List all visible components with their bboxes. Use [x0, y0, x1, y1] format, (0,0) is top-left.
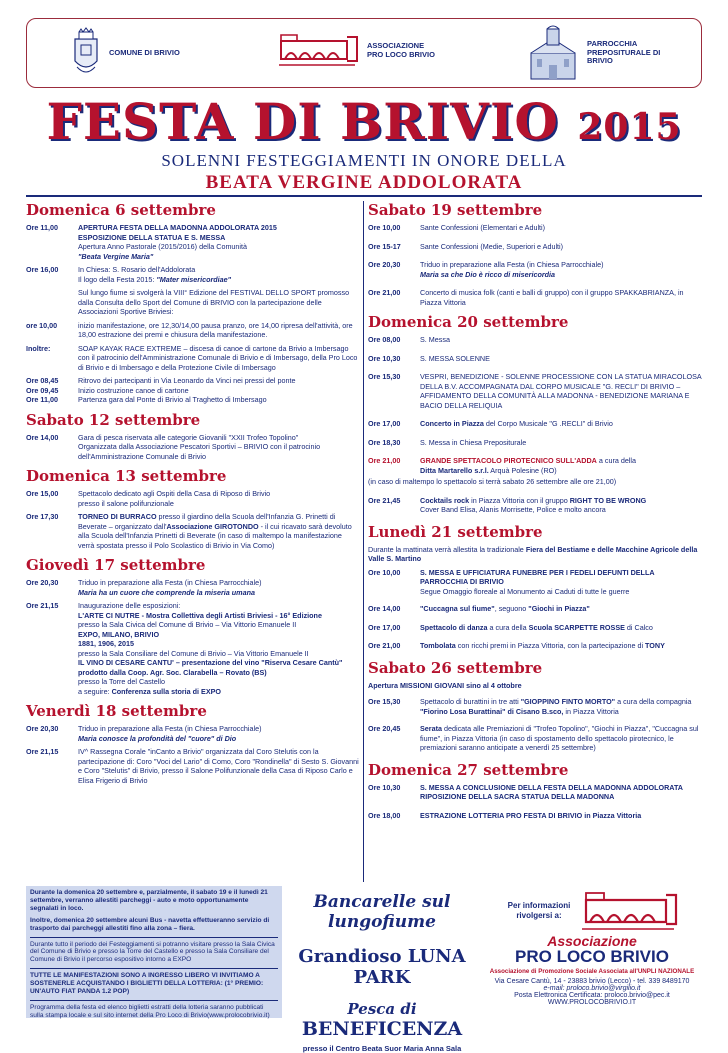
event-desc: Sante Confessioni (Medie, Superiori e Adulti) [420, 241, 564, 251]
event-text: Durante la mattinata verrà allestita la tradizionale [368, 544, 526, 554]
title-year: 2015 [577, 106, 682, 148]
event-time: Ore 08,00 [368, 335, 401, 344]
parrocchia-label: PARROCCHIA PREPOSITURALE DI BRIVIO [587, 39, 661, 66]
event-desc [420, 697, 702, 716]
day-heading: Domenica 27 settembre [368, 760, 569, 779]
event-time: Ore 11,00 [26, 395, 58, 404]
event-text: EXPO, MILANO, BRIVIO [78, 629, 160, 639]
footer-divider [30, 968, 278, 969]
event-text: RIGHT TO BE WRONG [569, 495, 647, 505]
event-text: Concerto in Piazza [420, 419, 484, 428]
event-row [26, 395, 360, 405]
event-desc [78, 578, 360, 597]
event-text: Triduo in preparazione alla Festa (in Chiesa Parrocchiale) [78, 578, 262, 587]
event-text: di Calco [624, 622, 653, 632]
event-time: Inoltre: [26, 343, 51, 353]
day-heading: Domenica 13 settembre [26, 467, 227, 485]
event-time: Ore 15-17 [368, 241, 401, 251]
title-divider [26, 195, 702, 197]
event-text: Concerto di musica folk (canti e balli di gruppo) con il gruppo SPAKKABRIANZA, [420, 288, 676, 297]
day-heading: Domenica 6 settembre [26, 201, 216, 219]
event-desc [78, 265, 360, 284]
event-desc: S. MESSA A CONCLUSIONE DELLA FESTA DELLA MADONNA ADDOLORATA RIPOSIZIONE DELLA SACRA STATUA DELLA MADONNA [420, 782, 683, 801]
contact-intro: Per informazioni rivolgersi a: [507, 900, 571, 920]
event-text: Segue Omaggio floreale al Monumento ai Caduti di tutte le guerre [420, 586, 630, 596]
event-text: presso la Torre del Castello [78, 677, 165, 686]
event-text: dedicata alle Premiazioni di "Trofeo Topolino", "Giochi in Piazza", "Cuccagna sul fiume", in Piazza Vittoria (in caso di spostamento dello spettacolo pirotecnico, le premiazioni saranno anticipate a venerdì 25 settembre) [420, 724, 699, 752]
day-heading: Giovedì 17 settembre [26, 556, 206, 574]
event-row [368, 697, 702, 716]
event-time: Ore 21,15 [26, 601, 59, 610]
event-text: Fiera del Bestiame e delle Macchine Agricole della Valle S. Martino [368, 544, 698, 563]
footer-contact [482, 886, 702, 1018]
event-row [368, 811, 702, 821]
parrocchia-block [527, 25, 667, 81]
event-text: 1881, 1906, 2015 [78, 639, 134, 648]
event-time: Ore 11,00 [26, 223, 58, 232]
event-row [368, 419, 702, 429]
event-desc [78, 601, 360, 696]
proloco-label: ASSOCIAZIONE PRO LOCO BRIVIO [367, 41, 435, 59]
event-time: Ore 20,30 [26, 724, 59, 733]
proloco-bridge-icon [277, 31, 359, 71]
event-text: ESPOSIZIONE DELLA STATUA E S. MESSA [78, 232, 226, 242]
day-heading: Sabato 12 settembre [26, 410, 201, 429]
attraction-location: presso il Centro Beata Suor Maria Anna Sala [302, 1044, 462, 1053]
event-time: Ore 16,00 [26, 265, 59, 274]
event-text: Cover Band Elisa, Alanis Morrisette, Police e molto ancora [420, 505, 606, 514]
event-text: TONY [645, 641, 665, 650]
event-row [26, 489, 360, 508]
event-time: Ore 18,00 [368, 810, 401, 820]
event-text: a seguire: [78, 686, 112, 696]
event-text: Serata [420, 724, 442, 733]
event-desc [78, 724, 360, 743]
event-text: presso la Sala Consiliare del Comune di Brivio – Via Vittorio Emanuele II [78, 648, 309, 658]
event-text: Ditta Martarello s.r.l. [420, 465, 489, 475]
comune-crest-icon [71, 27, 101, 79]
event-time: Ore 08,45 [26, 376, 59, 385]
footer-note: TUTTE LE MANIFESTAZIONI SONO A INGRESSO LIBERO VI INVITIAMO A SOSTENERLE ACQUISTANDO I BIGLIETTI DELLA LOTTERIA: (1° PREMIO: UN'AUTO FIAT PANDA 1.2 POP) [30, 972, 264, 996]
comune-block [71, 27, 180, 79]
event-row [26, 747, 360, 785]
event-text: Spettacolo dedicato agli Ospiti della Casa di Riposo di Brivio [78, 489, 271, 498]
event-desc [78, 512, 360, 550]
event-text: con ricchi premi in Piazza Vittoria, con la partecipazione di [455, 641, 646, 650]
event-row [368, 242, 702, 252]
contact-email[interactable]: e-mail: proloco.brivio@virgilio.it [543, 984, 641, 992]
event-note: Apertura MISSIONI GIOVANI sino al 4 ottobre [368, 680, 522, 690]
day-heading: Lunedì 21 settembre [368, 522, 543, 541]
header-box [26, 18, 702, 88]
event-time: Ore 15,30 [368, 697, 401, 706]
church-icon [527, 25, 579, 81]
event-desc: S. MESSA SOLENNE [420, 353, 490, 363]
event-time: Ore 21,45 [368, 495, 401, 505]
event-text: Arquà Polesine (RO) [488, 465, 557, 475]
event-row [26, 265, 360, 284]
event-row [368, 783, 702, 802]
event-text: Maria sa che Dio è ricco di misericordia [420, 269, 556, 279]
event-row [368, 568, 702, 597]
footer-divider [30, 937, 278, 938]
event-row [26, 433, 360, 462]
event-text: S. MESSA E UFFICIATURA FUNEBRE PER I FEDELI DEFUNTI DELLA PARROCCHIA DI BRIVIO [420, 567, 655, 586]
event-text: IL VINO DI CESARE CANTU' – presentazione del vino "Riserva Cesare Cantù" prodotto dalla Coop. Agr. Soc. Clarabella – Rovato (BS) [78, 658, 343, 677]
event-desc [420, 288, 702, 307]
event-text: "GIOPPINO FINTO MORTO" [520, 697, 616, 706]
event-text: presso la Sala Civica del Comune di Brivio – Via Vittorio Emanuele II [78, 620, 297, 629]
event-text: Triduo in preparazione alla Festa (in Chiesa Parrocchiale) [78, 724, 262, 733]
left-column [26, 201, 360, 789]
proloco-block [277, 31, 437, 71]
event-row [368, 260, 702, 279]
event-desc: S. Messa [420, 335, 450, 344]
event-text: Spettacolo di danza [420, 622, 488, 632]
event-text: "Fiorino Losa Burattinai" di Cisano B.sco, [420, 706, 564, 716]
event-row [26, 578, 360, 597]
footer-note: Durante tutto il periodo dei Festeggiamenti si potranno visitare presso la Sala Civica del Comune di Brivio e presso la Torre del Castello e presso la Sala Consiliare del Comune di Brivio il percorso espositivo intorno a EXPO [30, 940, 275, 964]
event-time: Ore 20,45 [368, 724, 401, 733]
event-text: "Beata Vergine Maria" [78, 251, 154, 261]
event-desc [420, 419, 702, 429]
event-desc [78, 433, 360, 462]
event-desc: S. Messa in Chiesa Prepositurale [420, 437, 527, 447]
page-title [0, 92, 728, 151]
event-time: Ore 21,00 [368, 456, 401, 465]
event-time: Ore 10,00 [368, 567, 401, 577]
event-text: APERTURA FESTA DELLA MADONNA ADDOLORATA 2015 [78, 223, 277, 232]
event-text: Tombolata [420, 641, 456, 650]
attraction-label: Pesca di [347, 1000, 417, 1018]
event-time: Ore 09,45 [26, 385, 59, 395]
event-time: Ore 15,00 [26, 489, 59, 498]
event-text: In Chiesa: S. Rosario dell'Addolorata [78, 265, 196, 274]
footer-note: Durante la domenica 20 settembre e, parzialmente, il sabato 19 e il lunedì 21 settembre, verranno allestiti parcheggi - auto e moto opportunamente segnalati in loco. [30, 889, 268, 912]
event-row [368, 335, 702, 345]
event-text: in Piazza Vittoria con il gruppo [469, 495, 570, 505]
event-text: Scuola SCARPETTE ROSSE [528, 622, 625, 632]
event-time: Ore 20,30 [26, 578, 59, 587]
event-text: L'ARTE CI NUTRE - Mostra Collettiva degli Artisti Briviesi - 16° Edizione [78, 610, 322, 620]
event-time: Ore 20,30 [368, 260, 401, 269]
attraction-beneficenza: BENEFICENZA [301, 1018, 463, 1040]
proloco-logo-icon [580, 888, 680, 934]
event-text: Triduo in preparazione alla Festa (in Chiesa Parrocchiale) [420, 260, 604, 269]
event-row [26, 724, 360, 743]
event-text: Sul lungo fiume si svolgerà la VIII° Edizione del FESTIVAL DELLO SPORT promosso dalla Consulta dello Sport del Comune di BRIVIO con la partecipazione delle Associazioni Sportive Briviesi: [78, 288, 350, 316]
column-divider [363, 201, 364, 882]
day-heading: Venerdì 18 settembre [26, 702, 207, 720]
event-text: Organizzata dalla Associazione Pescatori Sportivi – BRIVIO con il patrocinio dell'Amministrazione Comunale di Brivio [78, 442, 321, 461]
day-heading: Sabato 19 settembre [368, 201, 543, 219]
event-row [26, 601, 360, 696]
event-desc [420, 641, 702, 651]
event-desc [420, 724, 702, 753]
event-desc: Inizio costruzione canoe di cartone [78, 385, 189, 395]
event-desc [420, 568, 702, 597]
event-desc [420, 604, 702, 614]
event-text: "Giochi in Piazza" [528, 604, 590, 613]
event-text: presso il giardino della Scuola dell'Infanzia G. Prinetti di Beverate – organizzato dall' [78, 512, 336, 531]
event-time: Ore 17,00 [368, 622, 401, 632]
event-desc [420, 623, 702, 633]
event-note [78, 288, 360, 317]
footer-divider [30, 1000, 278, 1001]
attraction-stalls: Bancarelle sul lungofiume [313, 892, 451, 932]
event-note: (in caso di maltempo lo spettacolo si terrà sabato 26 settembre alle ore 21,00) [368, 477, 617, 486]
event-desc: inizio manifestazione, ore 12,30/14,00 pausa pranzo, ore 14,00 ripresa dell'attività, ore 18,00 estrazione dei premi e chiusura della manifestazione. [78, 320, 353, 339]
event-row [368, 456, 702, 475]
event-text: GRANDE SPETTACOLO PIROTECNICO SULL'ADDA [420, 456, 597, 465]
event-row [368, 354, 702, 364]
event-row [368, 724, 702, 753]
subtitle-line-1: SOLENNI FESTEGGIAMENTI IN ONORE DELLA [161, 151, 567, 170]
event-text: Il logo della Festa 2015: [78, 274, 157, 284]
event-row [368, 223, 702, 233]
event-text: Conferenza sulla storia di EXPO [111, 686, 221, 696]
event-time: Ore 15,30 [368, 372, 401, 381]
right-column [368, 201, 702, 824]
event-time: Ore 10,30 [368, 782, 401, 792]
event-time: Ore 14,00 [26, 432, 59, 442]
event-time: Ore 17,00 [368, 419, 401, 428]
event-desc: SOAP KAYAK RACE EXTREME – discesa di canoe di cartone da Brivio a Imbersago con il patrocinio dell'Amministrazione Comunale di Brivio e di Imbersago, della Pro Loco di Brivio e di Imbersago e della Protezione Civile di Imbersago [78, 343, 358, 372]
event-text: Maria conosce la profondità del "cuore" di Dio [78, 733, 237, 743]
comune-label: COMUNE DI BRIVIO [109, 47, 180, 57]
event-time: Ore 17,30 [26, 512, 59, 521]
footer-note: Inoltre, domenica 20 settembre alcuni Bus - navetta effettueranno servizio di trasporto dai parcheggi allestiti fino alla zona – fiera. [30, 916, 270, 932]
event-row [368, 496, 702, 515]
event-desc: Ritrovo dei partecipanti in Via Leonardo da Vinci nei pressi del ponte [78, 376, 296, 385]
subtitle-line-2: BEATA VERGINE ADDOLORATA [205, 172, 523, 193]
day-heading: Domenica 20 settembre [368, 313, 569, 331]
event-time: Ore 21,00 [368, 641, 401, 650]
event-row [368, 438, 702, 448]
contact-subtitle: Associazione di Promozione Sociale Associata all'UNPLI NAZIONALE [489, 967, 695, 975]
event-text: Inaugurazione delle esposizioni: [78, 601, 181, 610]
event-time: ore 10,00 [26, 320, 58, 330]
event-desc: ESTRAZIONE LOTTERIA PRO FESTA DI BRIVIO in Piazza Vittoria [420, 810, 642, 820]
event-text: a cura della compagnia [615, 697, 692, 706]
event-desc: Partenza gara dal Ponte di Brivio al Traghetto di Imbersago [78, 395, 267, 404]
event-text: Spettacolo di burattini in tre atti [420, 697, 521, 706]
event-row [368, 623, 702, 633]
event-note [368, 545, 702, 564]
footer-note: Programma della festa ed elenco biglietti estratti della lotteria saranno pubblicati sulla stampa locale e sul sito internet della Pro Loco di Brivio(www.prolocobrivio.it) [30, 1003, 270, 1019]
event-desc: Sante Confessioni (Elementari e Adulti) [420, 223, 546, 232]
event-desc [78, 489, 360, 508]
event-row [26, 223, 360, 261]
event-text: , seguono [494, 604, 529, 613]
event-time: Ore 18,30 [368, 437, 401, 447]
event-text: a cura della [487, 622, 529, 632]
event-time: Ore 10,00 [368, 223, 401, 232]
event-text: Maria ha un cuore che comprende la miseria umana [78, 587, 255, 597]
event-desc: IV^ Rassegna Corale "inCanto a Brivio" organizzata dal Coro Stelutis con la partecipazione di: Coro "Voci del Lario" di Como, Coro "Rondinella" di Sesto S. Giovanni e Coro "Stelutis" di Brivio, presso il Salone Polifunzionale della Casa di Riposo Carlo e Elisa Frigerio di Brivio [78, 747, 359, 785]
event-text: a cura della [596, 456, 637, 465]
event-text: Cocktails rock [420, 495, 470, 505]
event-desc: VESPRI, BENEDIZIONE - SOLENNE PROCESSIONE CON LA STATUA MIRACOLOSA DELLA B.V. ACCOMPAGNATA DAL CORPO MUSICALE "G. RECLI" DI BRIVIO – AFFIDAMENTO DELLA COMUNITÀ ALLA MADONNA - BENEDIZIONE MARIANA E BACIO DELLA RELIQUIA [420, 372, 702, 410]
footer-attractions [284, 886, 480, 1053]
event-text: Gara di pesca riservata alle categorie Giovanili "XXII Trofeo Topolino" [78, 432, 299, 442]
event-time: Ore 21,15 [26, 747, 59, 756]
event-desc [78, 223, 360, 261]
event-desc [420, 456, 702, 475]
footer-info-panel [26, 886, 282, 1018]
event-text: in Piazza Vittoria [420, 288, 684, 307]
event-text: del Corpo Musicale "G .RECLI" di Brivio [483, 419, 613, 428]
event-text: "Mater misericordiae" [156, 274, 232, 284]
event-row [26, 321, 360, 340]
event-text: Apertura Anno Pastorale (2015/2016) della Comunità [78, 242, 248, 251]
contact-pec[interactable]: Posta Elettronica Certificata: proloco.brivio@pec.it [514, 991, 670, 999]
event-row [368, 604, 702, 614]
event-row [368, 372, 702, 410]
contact-association: Associazione [547, 933, 637, 949]
event-time: Ore 14,00 [368, 604, 401, 613]
event-row [368, 288, 702, 307]
event-row [368, 641, 702, 651]
contact-website[interactable]: WWW.PROLOCOBRIVIO.IT [547, 998, 637, 1006]
event-text: "Cuccagna sul fiume" [420, 604, 495, 613]
attraction-luna-park: Grandioso LUNA PARK [298, 946, 466, 988]
event-row [26, 386, 360, 396]
event-time: Ore 21,00 [368, 288, 401, 297]
event-text: Associazione GIROTONDO [166, 521, 259, 531]
event-desc [420, 260, 702, 279]
event-row [26, 376, 360, 386]
contact-name: PRO LOCO BRIVIO [515, 947, 669, 966]
contact-address: Via Cesare Cantù, 14 - 23883 brivio (Lecco) - tel. 339 8489170 [494, 977, 690, 985]
event-text: - il cui ricavato sarà devoluto alla Scuola dell'Infanzia Prinetti di Beverate (in caso di maltempo la manifestazione verrà spostata presso il Polo Scolastico di Brivio in Via Como) [78, 521, 352, 550]
event-text: TORNEO DI BURRACO [78, 512, 157, 521]
day-heading: Sabato 26 settembre [368, 658, 543, 677]
event-row [26, 512, 360, 550]
event-text: in Piazza Vittoria [563, 706, 619, 716]
event-row [26, 344, 360, 373]
event-time: Ore 10,30 [368, 353, 401, 363]
event-text: presso il salone polifunzionale [78, 498, 174, 508]
title-main: FESTA DI BRIVIO [46, 92, 559, 151]
event-desc [420, 496, 702, 515]
